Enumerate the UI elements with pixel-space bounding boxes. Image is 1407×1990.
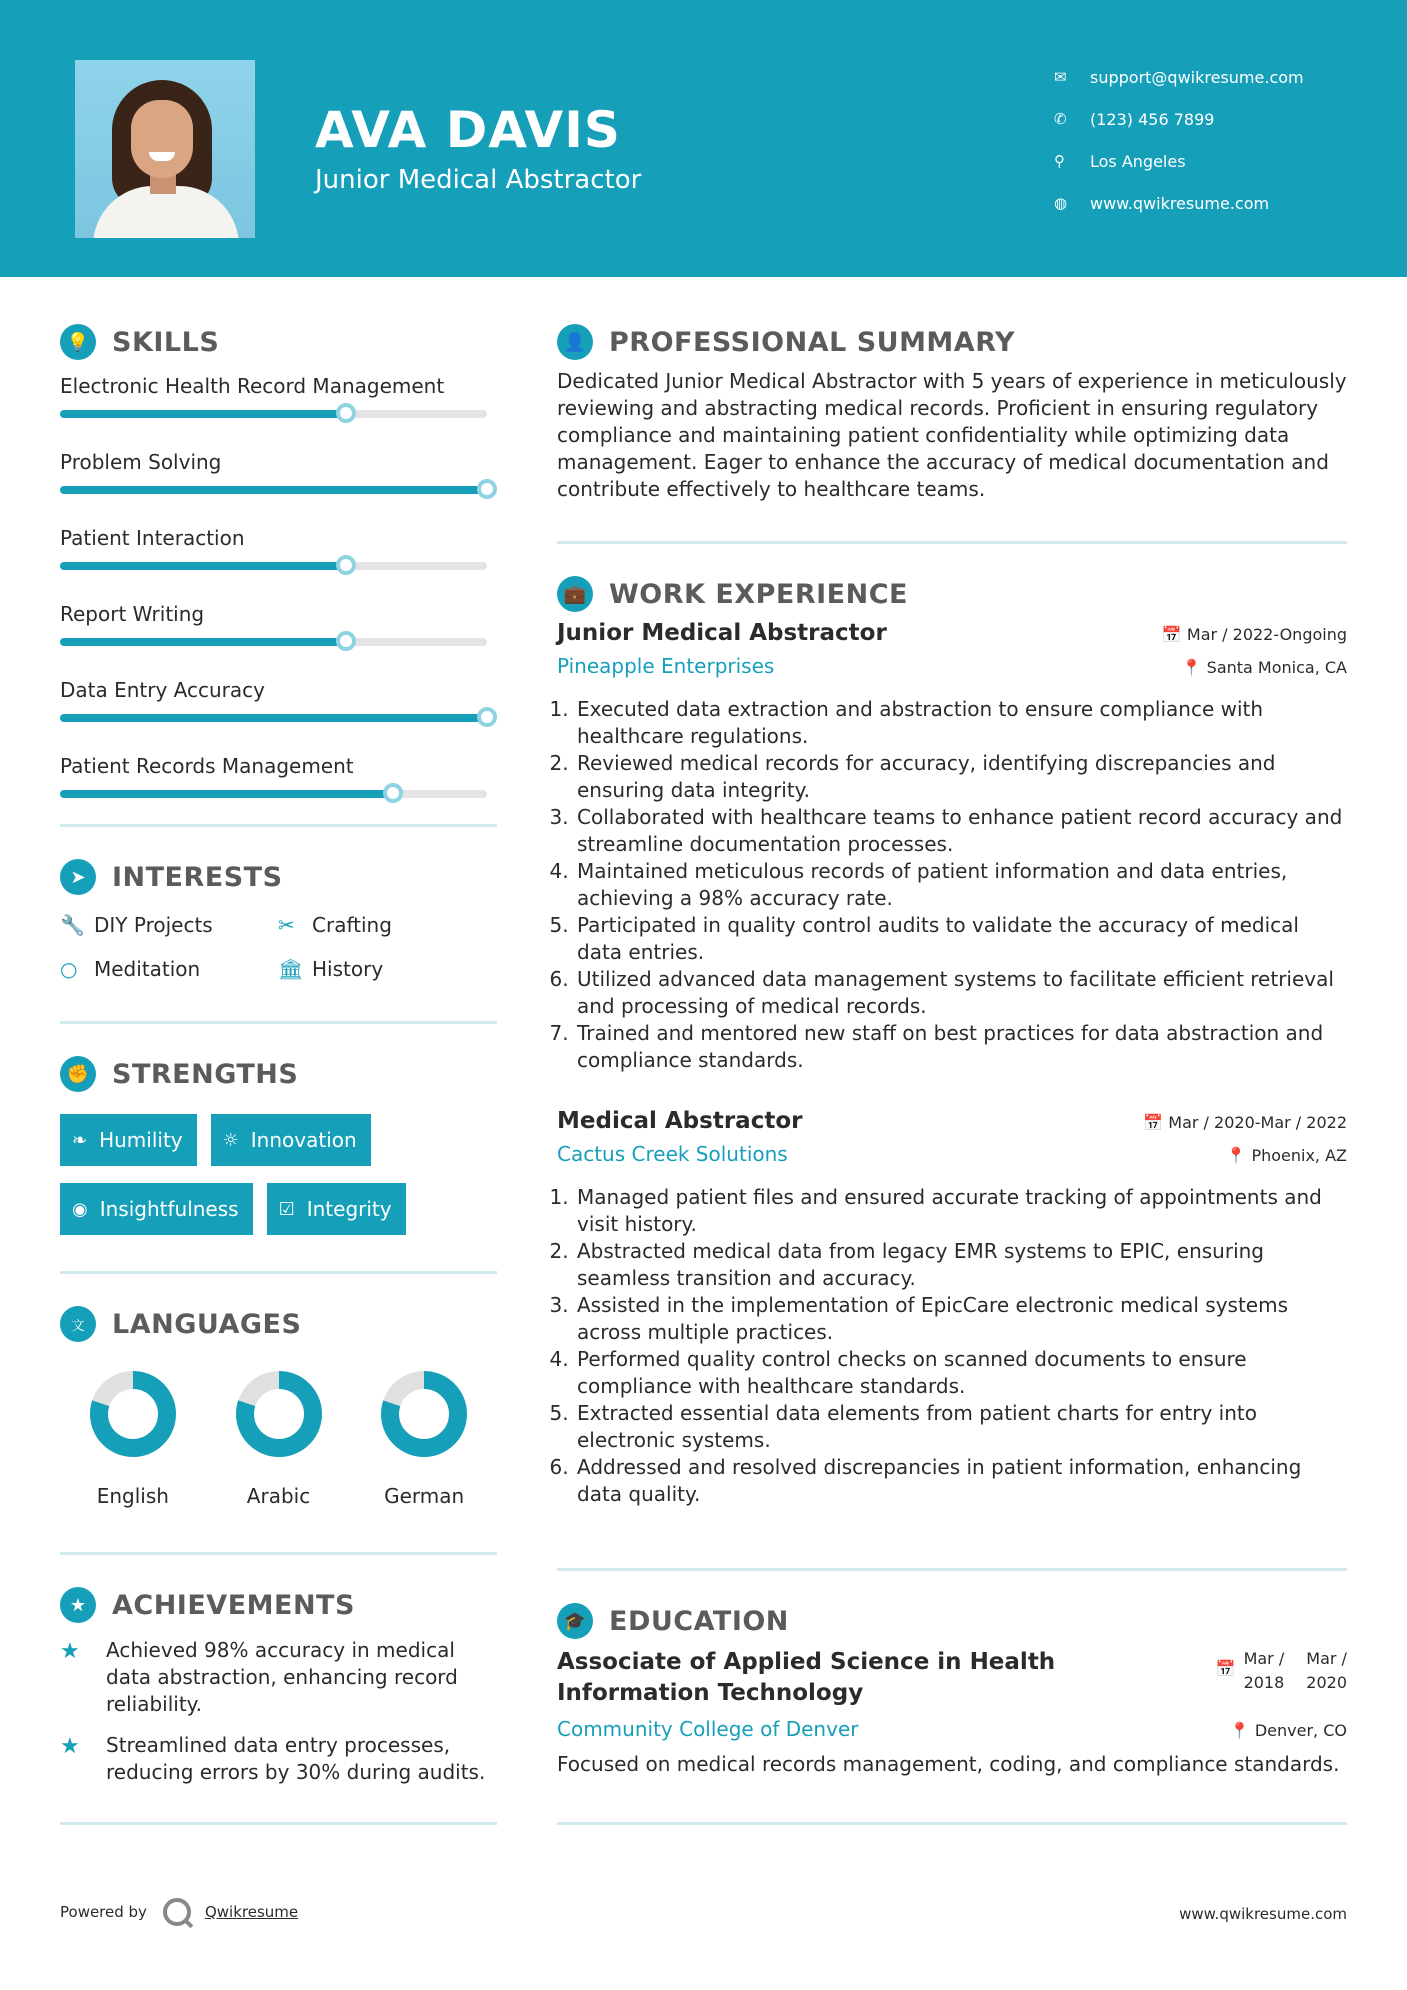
skill-name: Patient Interaction — [60, 526, 245, 550]
skill-knob — [477, 479, 497, 499]
job-bullet: 5. Participated in quality control audits to validate the accuracy of medical data entries. — [575, 912, 1347, 966]
calendar-icon: 📅 — [1143, 1113, 1169, 1132]
lightbulb-icon: ☼ — [222, 1129, 239, 1151]
start-month: Mar / — [1243, 1649, 1285, 1668]
job-bullet: 4. Maintained meticulous records of patient information and data entries, achieving a 98% accuracy rate. — [575, 858, 1347, 912]
interests-title: INTERESTS — [112, 861, 283, 893]
skill-fill — [60, 410, 346, 418]
contact-phone[interactable] — [1054, 98, 1354, 140]
end-month: Mar / — [1306, 1649, 1347, 1668]
footer-url[interactable]: www.qwikresume.com — [1179, 1905, 1347, 1923]
skill-fill — [60, 486, 487, 494]
interest-item — [278, 911, 496, 939]
summary-text: Dedicated Junior Medical Abstractor with 5 years of experience in meticulously reviewing and abstracting medical records. Proficient in ensuring regulatory compliance and maintaining patient confidentiality while optimizing data management. Eager to enhance the accuracy of medical documentation and contribute effectively to healthcare teams. — [557, 369, 1347, 501]
skill-item — [60, 748, 497, 798]
skills-title: SKILLS — [112, 326, 220, 358]
graduation-icon: 🎓 — [557, 1603, 593, 1639]
pin-icon: 📍 — [1226, 1146, 1252, 1165]
section-divider — [60, 1021, 497, 1024]
job-title: Junior Medical Abstractor — [557, 620, 887, 646]
leaf-icon: ❧ — [72, 1129, 88, 1151]
skill-name: Report Writing — [60, 602, 205, 626]
summary-section — [557, 322, 1347, 503]
skill-knob — [336, 555, 356, 575]
school-name: Community College of Denver — [557, 1717, 859, 1741]
pin-icon: 📍 — [1229, 1721, 1255, 1740]
job-bullet: 6. Utilized advanced data management systems to facilitate efficient retrieval and processing of medical records. — [575, 966, 1347, 1020]
languages-section — [60, 1304, 497, 1508]
interest-label: Crafting — [312, 913, 392, 937]
strengths-section — [60, 1054, 497, 1235]
strengths-title: STRENGTHS — [112, 1058, 299, 1090]
pin-icon: 📍 — [1181, 658, 1207, 677]
achievement-item — [60, 1637, 497, 1718]
skill-item — [60, 444, 497, 494]
language-item — [351, 1370, 497, 1508]
skill-item — [60, 672, 497, 722]
candidate-title: Junior Medical Abstractor — [315, 165, 642, 195]
check-square-icon: ☑ — [278, 1198, 295, 1220]
job-bullet: 5. Extracted essential data elements from patient charts for entry into electronic systems. — [575, 1400, 1347, 1454]
skill-fill — [60, 638, 346, 646]
section-divider — [60, 824, 497, 827]
skill-fill — [60, 714, 487, 722]
job-date: 📅 Mar / 2022-Ongoing — [1161, 625, 1347, 644]
skill-knob — [477, 707, 497, 727]
achievement-item — [60, 1732, 497, 1786]
language-ring — [380, 1370, 468, 1458]
skill-knob — [336, 631, 356, 651]
end-year: 2020 — [1306, 1673, 1347, 1692]
fist-icon: ✊ — [60, 1056, 96, 1092]
experience-section — [557, 574, 1347, 1508]
interest-item — [278, 955, 496, 983]
phone-icon: ✆ — [1054, 110, 1067, 128]
contact-location-text: Los Angeles — [1090, 151, 1186, 171]
lightbulb-icon: 💡 — [60, 324, 96, 360]
education-dates — [1216, 1647, 1347, 1709]
skill-bar — [60, 562, 487, 570]
strength-label: Integrity — [306, 1197, 392, 1221]
map-pin-icon: ⚲ — [1054, 152, 1065, 170]
education-section — [557, 1601, 1347, 1778]
resume-header — [0, 0, 1407, 277]
globe-icon: ◍ — [1054, 194, 1068, 212]
qwikresume-logo-icon — [163, 1898, 191, 1926]
job-date: 📅 Mar / 2020-Mar / 2022 — [1143, 1113, 1347, 1132]
skill-knob — [336, 403, 356, 423]
section-divider — [557, 541, 1347, 544]
job-location: 📍 Santa Monica, CA — [1181, 658, 1347, 677]
job-bullet: 1. Executed data extraction and abstraction to ensure compliance with healthcare regulations. — [575, 696, 1347, 750]
section-divider — [557, 1822, 1347, 1825]
school-location: 📍 Denver, CO — [1229, 1721, 1347, 1740]
skill-fill — [60, 562, 346, 570]
calendar-icon: 📅 — [1161, 625, 1187, 644]
footer-branding — [60, 1898, 298, 1926]
strength-label: Innovation — [250, 1128, 357, 1152]
company-name: Cactus Creek Solutions — [557, 1142, 788, 1166]
job-entry — [557, 620, 1347, 1074]
skill-name: Data Entry Accuracy — [60, 678, 265, 702]
job-bullet: 2. Abstracted medical data from legacy EMR systems to EPIC, ensuring seamless transition and accuracy. — [575, 1238, 1347, 1292]
contact-email[interactable] — [1054, 56, 1354, 98]
skill-item — [60, 596, 497, 646]
company-name: Pineapple Enterprises — [557, 654, 775, 678]
education-description: Focused on medical records management, coding, and compliance standards. — [557, 1752, 1340, 1776]
skill-item — [60, 520, 497, 570]
interest-item — [60, 911, 278, 939]
language-label: German — [384, 1484, 465, 1508]
job-bullet: 2. Reviewed medical records for accuracy, identifying discrepancies and ensuring data integrity. — [575, 750, 1347, 804]
strength-tag — [60, 1114, 197, 1166]
skill-bar — [60, 714, 487, 722]
skill-name: Electronic Health Record Management — [60, 374, 445, 398]
contact-website[interactable] — [1054, 182, 1354, 224]
languages-title: LANGUAGES — [112, 1308, 302, 1340]
job-bullets — [557, 1184, 1347, 1508]
language-label: English — [96, 1484, 169, 1508]
skill-name: Patient Records Management — [60, 754, 354, 778]
experience-title: WORK EXPERIENCE — [609, 578, 908, 610]
profile-photo — [75, 60, 255, 238]
job-bullets — [557, 696, 1347, 1074]
education-title: EDUCATION — [609, 1605, 789, 1637]
calendar-icon: 📅 — [1215, 1659, 1236, 1678]
skill-fill — [60, 790, 393, 798]
skill-item — [60, 368, 497, 418]
skill-bar — [60, 486, 487, 494]
envelope-icon: ✉ — [1054, 68, 1067, 86]
achievement-text: Achieved 98% accuracy in medical data abstraction, enhancing record reliability. — [106, 1638, 458, 1716]
contact-phone-text: (123) 456 7899 — [1090, 109, 1215, 129]
interests-section — [60, 857, 497, 983]
interest-label: DIY Projects — [94, 913, 213, 937]
job-bullet: 4. Performed quality control checks on scanned documents to ensure compliance with healthcare standards. — [575, 1346, 1347, 1400]
section-divider — [60, 1271, 497, 1274]
job-bullet: 3. Assisted in the implementation of EpicCare electronic medical systems across multiple practices. — [575, 1292, 1347, 1346]
powered-by-text: Powered by — [60, 1903, 147, 1921]
strength-tag — [267, 1183, 406, 1235]
skill-knob — [383, 783, 403, 803]
section-divider — [60, 1822, 497, 1825]
star-icon: ★ — [60, 1734, 80, 1759]
contact-location — [1054, 140, 1354, 182]
interest-label: Meditation — [94, 957, 201, 981]
star-icon: ★ — [60, 1639, 80, 1664]
summary-title: PROFESSIONAL SUMMARY — [609, 326, 1016, 358]
skill-name: Problem Solving — [60, 450, 222, 474]
left-column — [60, 322, 497, 1825]
strength-tag — [60, 1183, 253, 1235]
wrench-icon: 🔧 — [60, 913, 85, 937]
language-ring — [89, 1370, 177, 1458]
language-item — [60, 1370, 206, 1508]
user-icon: 👤 — [557, 324, 593, 360]
contact-list — [1054, 56, 1354, 224]
job-title: Medical Abstractor — [557, 1108, 803, 1134]
achievement-text: Streamlined data entry processes, reducing errors by 30% during audits. — [106, 1733, 486, 1784]
right-column — [557, 322, 1347, 1825]
job-bullet: 1. Managed patient files and ensured accurate tracking of appointments and visit history. — [575, 1184, 1347, 1238]
strength-label: Insightfulness — [99, 1197, 239, 1221]
skills-section — [60, 322, 497, 798]
contact-email-text: support@qwikresume.com — [1090, 67, 1304, 87]
museum-icon: 🏛 — [278, 957, 304, 981]
language-item — [206, 1370, 352, 1508]
job-bullet: 3. Collaborated with healthcare teams to enhance patient record accuracy and streamline documentation processes. — [575, 804, 1347, 858]
job-bullet: 7. Trained and mentored new staff on best practices for data abstraction and compliance standards. — [575, 1020, 1347, 1074]
language-ring — [235, 1370, 323, 1458]
strength-tag — [211, 1114, 371, 1166]
scissors-icon: ✂ — [278, 913, 295, 937]
candidate-name: AVA DAVIS — [315, 101, 621, 159]
achievements-title: ACHIEVEMENTS — [112, 1589, 355, 1621]
skill-bar — [60, 790, 487, 798]
section-divider — [60, 1552, 497, 1555]
start-year: 2018 — [1243, 1673, 1285, 1692]
brand-link[interactable]: Qwikresume — [204, 1903, 299, 1921]
eye-icon: ◉ — [72, 1198, 88, 1220]
star-badge-icon: ★ — [60, 1587, 96, 1623]
circle-icon: ○ — [60, 957, 78, 981]
skill-bar — [60, 410, 487, 418]
skill-bar — [60, 638, 487, 646]
job-location: 📍 Phoenix, AZ — [1226, 1146, 1347, 1165]
skills-list — [60, 368, 497, 798]
contact-website-text: www.qwikresume.com — [1090, 193, 1270, 213]
section-divider — [557, 1568, 1347, 1571]
interest-item — [60, 955, 278, 983]
briefcase-icon: 💼 — [557, 576, 593, 612]
language-label: Arabic — [246, 1484, 311, 1508]
paper-plane-icon: ➤ — [60, 859, 96, 895]
degree-title: Associate of Applied Science in Health Information Technology — [557, 1649, 1056, 1706]
language-icon: 文 — [60, 1306, 96, 1342]
job-bullet: 6. Addressed and resolved discrepancies in patient information, enhancing data quality. — [575, 1454, 1347, 1508]
interest-label: History — [312, 957, 384, 981]
strength-label: Humility — [99, 1128, 183, 1152]
achievements-section — [60, 1585, 497, 1786]
job-entry — [557, 1108, 1347, 1508]
